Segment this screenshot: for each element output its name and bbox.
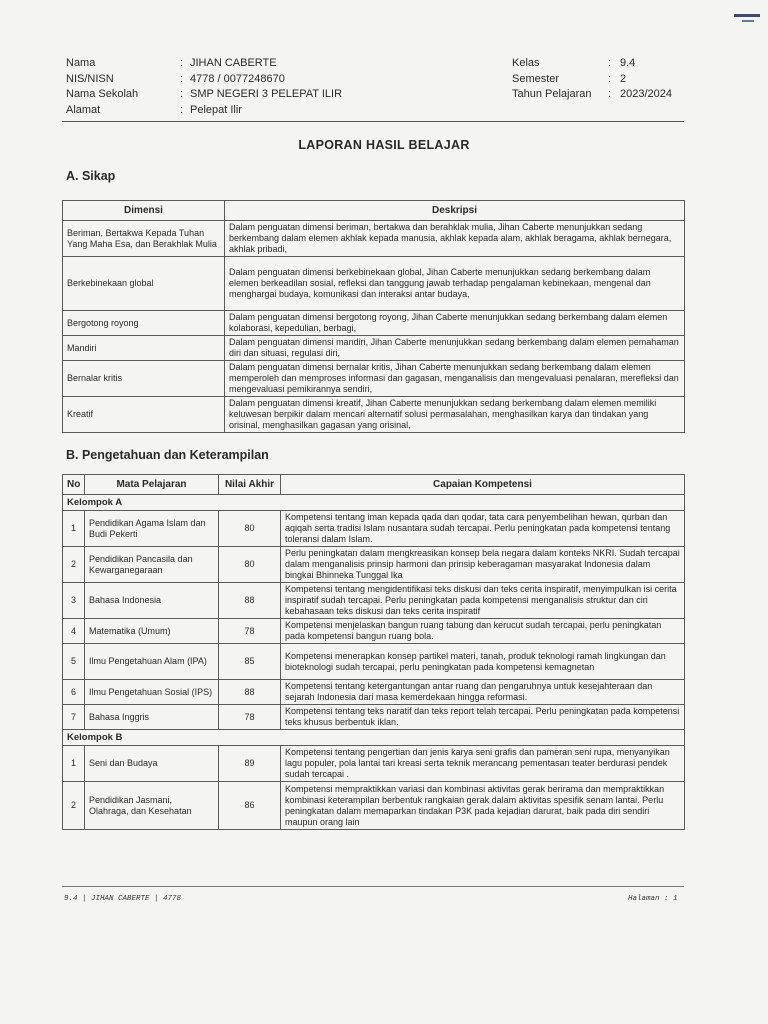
student-info-right: [512, 56, 672, 103]
final-score: 88: [219, 680, 281, 705]
row-number: 5: [63, 644, 85, 680]
student-info-row: [66, 56, 342, 72]
field-separator: :: [180, 88, 184, 100]
field-value: 4778 / 0077248670: [190, 72, 285, 85]
subject-row: [63, 644, 685, 680]
dimensi-cell: Bergotong royong: [63, 311, 225, 336]
footer-divider: [62, 886, 684, 887]
subject-row: [63, 619, 685, 644]
dimensi-cell: Beriman, Bertakwa Kepada Tuhan Yang Maha Esa, dan Berakhlak Mulia: [63, 221, 225, 257]
competency-description: Kompetensi menjelaskan bangun ruang tabung dan kerucut sudah tercapai, perlu peningkatan pada kompetensi bangun ruang bola.: [281, 619, 685, 644]
field-separator: :: [608, 72, 612, 85]
row-number: 6: [63, 680, 85, 705]
group-label: Kelompok B: [63, 730, 685, 746]
column-header-deskripsi: Deskripsi: [225, 201, 685, 221]
sikap-row: [63, 336, 685, 361]
section-heading-sikap: A. Sikap: [66, 169, 116, 183]
footer-page-number: Halaman : 1: [628, 895, 678, 903]
dimensi-cell: Berkebinekaan global: [63, 257, 225, 311]
sikap-row: [63, 257, 685, 311]
row-number: 2: [63, 782, 85, 830]
final-score: 86: [219, 782, 281, 830]
final-score: 88: [219, 583, 281, 619]
sikap-row: [63, 361, 685, 397]
group-label: Kelompok A: [63, 495, 685, 511]
field-label: Nama: [66, 57, 96, 69]
field-separator: :: [608, 88, 612, 100]
row-number: 1: [63, 746, 85, 782]
field-label: Nama Sekolah: [66, 88, 139, 100]
class-info-row: [512, 72, 672, 88]
subject-row: [63, 511, 685, 547]
field-label: Tahun Pelajaran: [512, 88, 592, 100]
competency-description: Kompetensi tentang teks naratif dan teks report telah tercapai. Perlu peningkatan pada kompetensi teks khusus berbentuk iklan.: [281, 705, 685, 730]
subject-name: Matematika (Umum): [85, 619, 219, 644]
group-row: [63, 730, 685, 746]
sikap-table: [62, 200, 685, 433]
subject-name: Pendidikan Pancasila dan Kewarganegaraan: [85, 547, 219, 583]
column-header-mapel: Mata Pelajaran: [85, 475, 219, 495]
dimensi-cell: Bernalar kritis: [63, 361, 225, 397]
final-score: 78: [219, 619, 281, 644]
field-label: Alamat: [66, 103, 101, 116]
subject-row: [63, 782, 685, 830]
scan-artifact: [742, 20, 754, 22]
field-value: SMP NEGERI 3 PELEPAT ILIR: [190, 88, 343, 100]
header-divider: [62, 121, 684, 122]
dimensi-cell: Kreatif: [63, 397, 225, 433]
student-info-row: [66, 103, 342, 119]
subject-name: Seni dan Budaya: [85, 746, 219, 782]
field-separator: :: [180, 72, 184, 85]
subject-name: Ilmu Pengetahuan Sosial (IPS): [85, 680, 219, 705]
competency-description: Kompetensi mempraktikkan variasi dan kombinasi aktivitas gerak berirama dan mempraktikkan kombinasi keterampilan berbentuk rangkaian gerak dalam aktivitas spesifik senam lantai. Perlu peningkatan dalam memaparkan tindakan P3K pada kejadian darurat, baik pada diri sendiri maupun orang lain: [281, 782, 685, 830]
student-info-row: [66, 87, 342, 103]
row-number: 3: [63, 583, 85, 619]
competency-description: Kompetensi tentang ketergantungan antar ruang dan pengaruhnya untuk kesejahteraan dan sejarah Indonesia dari masa kemerdekaan hingga reformasi.: [281, 680, 685, 705]
pengetahuan-header-row: [63, 475, 685, 495]
deskripsi-cell: Dalam penguatan dimensi beriman, bertakwa dan berahklak mulia, Jihan Caberte menunjukkan sedang berkembang dalam elemen akhlak kepada manusia, akhlak kepada alam, akhlak beragama, akhlak bernegara, akhlak pribadi,: [225, 221, 685, 257]
final-score: 78: [219, 705, 281, 730]
field-label: Semester: [512, 72, 560, 85]
field-value: 2: [620, 72, 627, 85]
field-separator: :: [180, 57, 184, 69]
row-number: 1: [63, 511, 85, 547]
subject-name: Bahasa Indonesia: [85, 583, 219, 619]
class-info-row: [512, 87, 672, 103]
final-score: 80: [219, 547, 281, 583]
sikap-header-row: [63, 201, 685, 221]
field-value: 9.4: [620, 57, 636, 69]
column-header-dimensi: Dimensi: [63, 201, 225, 221]
subject-row: [63, 705, 685, 730]
competency-description: Kompetensi tentang iman kepada qada dan qodar, tata cara penyembelihan hewan, qurban dan aqiqah serta tradisi Islam nusantara sudah tercapai. Perlu peningkatan pada kompetensi tentang toleransi dalam Islam.: [281, 511, 685, 547]
final-score: 80: [219, 511, 281, 547]
column-header-no: No: [63, 475, 85, 495]
report-title: LAPORAN HASIL BELAJAR: [298, 138, 470, 152]
subject-name: Bahasa Inggris: [85, 705, 219, 730]
subject-row: [63, 746, 685, 782]
dimensi-cell: Mandiri: [63, 336, 225, 361]
row-number: 4: [63, 619, 85, 644]
class-info-row: [512, 56, 672, 72]
field-separator: :: [608, 57, 612, 69]
competency-description: Kompetensi tentang mengidentifikasi teks diskusi dan teks cerita inspiratif, menyimpulkan isi cerita inspiratif sudah tercapai. Perlu peningkatan pada kompetensi menganalisis struktur dan ciri kebahasaan teks diskusi dan teks cerita inspiratif: [281, 583, 685, 619]
deskripsi-cell: Dalam penguatan dimensi kreatif, Jihan Caberte menunjukkan sedang berkembang dalam elemen memiliki keluwesan berpikir dalam mencari alternatif solusi permasalahan, menghasilkan karya dan tindakan yang orisinal, menghasilkan gagasan yang orisinal,: [225, 397, 685, 433]
deskripsi-cell: Dalam penguatan dimensi berkebinekaan global, Jihan Caberte menunjukkan sedang berkembang dalam elemen berkeadilan sosial, refleksi dan tanggung jawab terhadap pengalaman kebinekaan, mengenal dan menghargai budaya, komunikasi dan interaksi antar budaya,: [225, 257, 685, 311]
subject-row: [63, 547, 685, 583]
subject-row: [63, 583, 685, 619]
sikap-row: [63, 311, 685, 336]
final-score: 85: [219, 644, 281, 680]
column-header-nilai: Nilai Akhir: [219, 475, 281, 495]
sikap-row: [63, 397, 685, 433]
field-value: 2023/2024: [620, 88, 672, 100]
competency-description: Kompetensi tentang pengertian dan jenis karya seni grafis dan pameran seni rupa, menyanyikan lagu populer, pola lantai tari kreasi serta teknik merancang pementasan teater berdurasi pendek sudah tercapai .: [281, 746, 685, 782]
field-value: JIHAN CABERTE: [190, 57, 277, 69]
subject-name: Ilmu Pengetahuan Alam (IPA): [85, 644, 219, 680]
competency-description: Kompetensi menerapkan konsep partikel materi, tanah, produk teknologi ramah lingkungan dan bioteknologi sudah tercapai, perlu peningkatan pada kompetensi kemagnetan: [281, 644, 685, 680]
group-row: [63, 495, 685, 511]
section-heading-pengetahuan: B. Pengetahuan dan Keterampilan: [66, 448, 269, 462]
student-info-left: [66, 56, 342, 118]
competency-description: Perlu peningkatan dalam mengkreasikan konsep bela negara dalam konteks NKRI. Sudah tercapai dalam menganalisis prinsip harmoni dan prinsip keberagaman masyarakat Indonesia dalam bingkai Bhinneka Tunggal Ika: [281, 547, 685, 583]
subject-row: [63, 680, 685, 705]
scan-artifact: [734, 14, 760, 17]
final-score: 89: [219, 746, 281, 782]
footer-student-id: 9.4 | JIHAN CABERTE | 4778: [64, 895, 182, 903]
subject-name: Pendidikan Jasmani, Olahraga, dan Kesehatan: [85, 782, 219, 830]
deskripsi-cell: Dalam penguatan dimensi bernalar kritis, Jihan Caberte menunjukkan sedang berkembang dalam elemen memperoleh dan memproses informasi dan gagasan, menganalisis dan mengevaluasi penalaran, merefleksi dan mengevaluasi pemikirannya sendiri,: [225, 361, 685, 397]
row-number: 7: [63, 705, 85, 730]
field-label: NIS/NISN: [66, 72, 114, 85]
deskripsi-cell: Dalam penguatan dimensi mandiri, Jihan Caberte menunjukkan sedang berkembang dalam elemen pemahaman diri dan situasi, regulasi diri,: [225, 336, 685, 361]
column-header-capaian: Capaian Kompetensi: [281, 475, 685, 495]
deskripsi-cell: Dalam penguatan dimensi bergotong royong, Jihan Caberte menunjukkan sedang berkembang dalam elemen kolaborasi, kepedulian, berbagi,: [225, 311, 685, 336]
student-info-row: [66, 72, 342, 88]
sikap-row: [63, 221, 685, 257]
field-label: Kelas: [512, 57, 540, 69]
pengetahuan-table: [62, 474, 685, 830]
field-separator: :: [180, 103, 184, 116]
subject-name: Pendidikan Agama Islam dan Budi Pekerti: [85, 511, 219, 547]
field-value: Pelepat Ilir: [190, 103, 242, 116]
row-number: 2: [63, 547, 85, 583]
